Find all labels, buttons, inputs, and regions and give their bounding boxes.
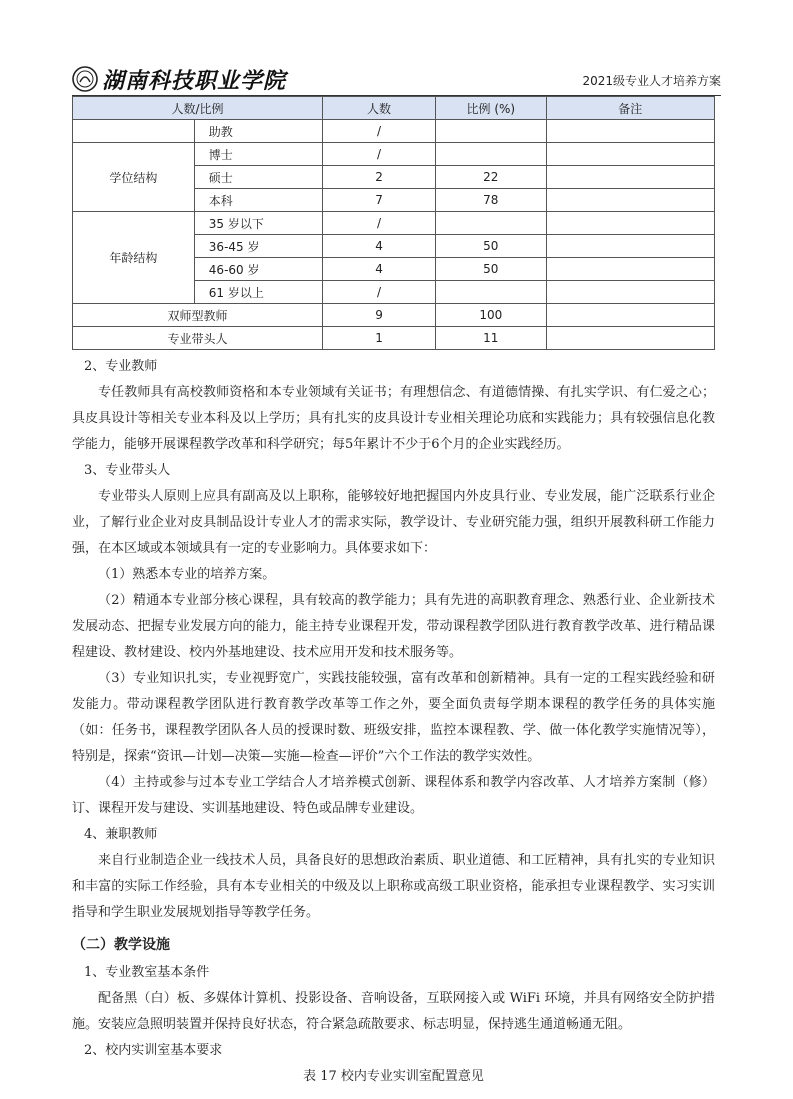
chapter-heading: （二）教学设施: [72, 937, 170, 953]
table-row: [73, 304, 715, 327]
list-item: （4）主持或参与过本专业工学结合人才培养模式创新、课程体系和教学内容改革、人才培养方案制（修）订、课程开发与建设、实训基地建设、特色或品牌专业建设。: [72, 775, 715, 816]
paragraph: 来自行业制造企业一线技术人员，具备良好的思想政治素质、职业道德、和工匠精神，具有扎实的专业知识和丰富的实际工作经验，具有本专业相关的中级及以上职称或高级工职业资格，能承担专业课程教学、实习实训指导和学生职业发展规划指导等教学任务。: [72, 853, 715, 920]
list-item: （1）熟悉本专业的培养方案。: [98, 567, 276, 582]
row-note: [546, 235, 714, 258]
row-note: [546, 281, 714, 304]
document-title: 2021级专业人才培养方案: [582, 74, 721, 88]
row-ratio: 50: [436, 258, 546, 281]
row-ratio: 100: [436, 304, 546, 327]
row-count: /: [323, 281, 436, 304]
row-count: 9: [323, 304, 436, 327]
summary-label: 双师型教师: [73, 304, 323, 327]
row-ratio: 78: [436, 189, 546, 212]
page-header: [72, 60, 721, 96]
row-count: /: [323, 212, 436, 235]
row-ratio: 22: [436, 166, 546, 189]
row-ratio: 50: [436, 235, 546, 258]
row-sub: 35 岁以下: [194, 212, 322, 235]
header-note: 备注: [546, 97, 714, 120]
table-row: [73, 327, 715, 350]
row-sub: 36-45 岁: [194, 235, 322, 258]
row-count: 4: [323, 235, 436, 258]
section-heading: 3、专业带头人: [84, 463, 171, 478]
row-note: [546, 143, 714, 166]
section-heading: 2、校内实训室基本要求: [84, 1043, 223, 1058]
row-note: [546, 212, 714, 235]
row-count: 2: [323, 166, 436, 189]
row-count: 1: [323, 327, 436, 350]
group-label: [73, 120, 195, 143]
section-heading: 1、专业教室基本条件: [84, 965, 210, 980]
table-row: [73, 143, 715, 166]
summary-label: 专业带头人: [73, 327, 323, 350]
header-ratio: 比例 (%): [436, 97, 546, 120]
table-header-row: [73, 97, 715, 120]
group-label: 年龄结构: [73, 212, 195, 304]
row-note: [546, 166, 714, 189]
row-note: [546, 120, 714, 143]
row-note: [546, 304, 714, 327]
school-name-calligraphy: 湖南科技职业学院: [102, 68, 287, 94]
row-sub: 本科: [194, 189, 322, 212]
school-logo-icon: [72, 66, 98, 92]
row-count: /: [323, 120, 436, 143]
header-category: 人数/比例: [73, 97, 323, 120]
table-caption: 表 17 校内专业实训室配置意见: [303, 1069, 484, 1084]
row-ratio: [436, 120, 546, 143]
row-ratio: 11: [436, 327, 546, 350]
row-count: /: [323, 143, 436, 166]
faculty-structure-table: [72, 96, 715, 350]
row-note: [546, 258, 714, 281]
group-label: 学位结构: [73, 143, 195, 212]
row-ratio: [436, 281, 546, 304]
table-row: [73, 120, 715, 143]
row-ratio: [436, 143, 546, 166]
section-heading: 2、专业教师: [84, 359, 158, 374]
row-sub: 博士: [194, 143, 322, 166]
document-body: [72, 354, 715, 1090]
paragraph: 专业带头人原则上应具有副高及以上职称，能够较好地把握国内外皮具行业、专业发展，能广泛联系行业企业，了解行业企业对皮具制品设计专业人才的需求实际，教学设计、专业研究能力强，组织开展教科研工作能力强，在本区域或本领域具有一定的专业影响力。具体要求如下：: [72, 489, 715, 556]
row-sub: 61 岁以上: [194, 281, 322, 304]
row-ratio: [436, 212, 546, 235]
list-item: （2）精通本专业部分核心课程，具有较高的教学能力；具有先进的高职教育理念、熟悉行业、企业新技术发展动态、把握专业发展方向的能力，能主持专业课程开发，带动课程教学团队进行教育教学改革、进行精品课程建设、教材建设、校内外基地建设、技术应用开发和技术服务等。: [72, 593, 715, 660]
row-sub: 硕士: [194, 166, 322, 189]
table-row: [73, 212, 715, 235]
row-sub: 助教: [194, 120, 322, 143]
row-count: 7: [323, 189, 436, 212]
row-count: 4: [323, 258, 436, 281]
row-note: [546, 327, 714, 350]
row-sub: 46-60 岁: [194, 258, 322, 281]
row-note: [546, 189, 714, 212]
paragraph: 配备黑（白）板、多媒体计算机、投影设备、音响设备，互联网接入或 WiFi 环境，并具有网络安全防护措施。安装应急照明装置并保持良好状态，符合紧急疏散要求、标志明显，保持逃生通道畅通无阻。: [72, 991, 715, 1032]
paragraph: 专任教师具有高校教师资格和本专业领域有关证书；有理想信念、有道德情操、有扎实学识、有仁爱之心；具皮具设计等相关专业本科及以上学历；具有扎实的皮具设计专业相关理论功底和实践能力；具有较强信息化教学能力，能够开展课程教学改革和科学研究；每5年累计不少于6个月的企业实践经历。: [72, 385, 715, 452]
section-heading: 4、兼职教师: [84, 827, 158, 842]
header-count: 人数: [323, 97, 436, 120]
list-item: （3）专业知识扎实，专业视野宽广，实践技能较强，富有改革和创新精神。具有一定的工程实践经验和研发能力。带动课程教学团队进行教育教学改革等工作之外，要全面负责每学期本课程的教学任务的具体实施（如：任务书，课程教学团队各人员的授课时数、班级安排，监控本课程教、学、做一体化教学实施情况等），特别是，探索“资讯—计划—决策—实施—检查—评价”六个工作法的教学实效性。: [72, 671, 715, 764]
